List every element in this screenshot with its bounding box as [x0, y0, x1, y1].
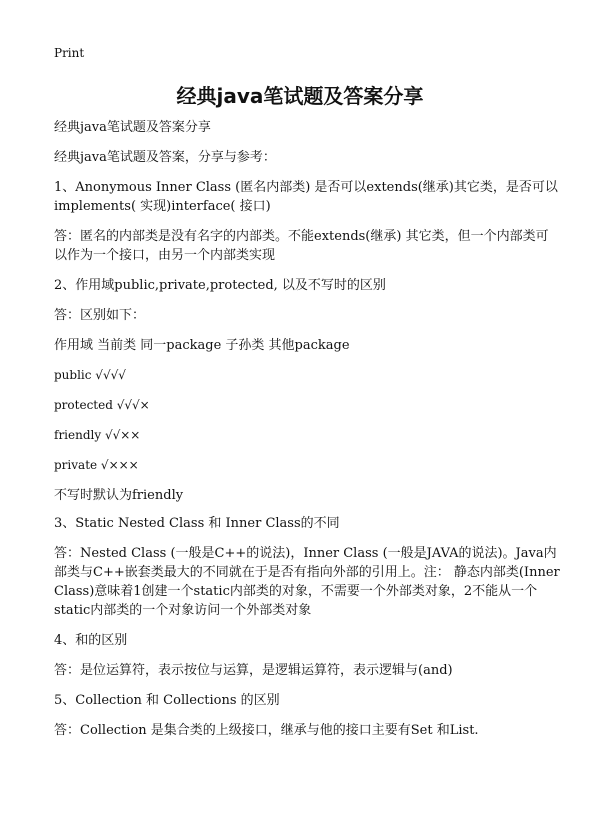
question-2: 2、作用域public,private,protected, 以及不写时的区别: [54, 278, 386, 293]
paragraph-intro-text: 经典java笔试题及答案，分享与参考：: [54, 150, 276, 165]
question-4: 4、和的区别: [54, 633, 128, 648]
scope-default-note: 不写时默认为friendly: [54, 488, 184, 503]
scope-row-private: private √×××: [54, 458, 139, 472]
paragraph-intro-title: 经典java笔试题及答案分享: [54, 120, 211, 135]
scope-row-friendly: friendly √√××: [54, 428, 141, 442]
scope-table-header: 作用域 当前类 同一package 子孙类 其他package: [54, 338, 350, 353]
answer-5: 答：Collection 是集合类的上级接口，继承与他的接口主要有Set 和List.: [54, 723, 479, 738]
document-body: [54, 118, 560, 751]
print-header: Print: [54, 46, 85, 60]
question-1: 1、Anonymous Inner Class (匿名内部类) 是否可以extends(继承)其它类，是否可以implements( 实现)interface( 接口): [54, 180, 558, 214]
document-title: 经典java笔试题及答案分享: [176, 84, 424, 108]
answer-2-intro: 答：区别如下：: [54, 308, 146, 323]
question-5: 5、Collection 和 Collections 的区别: [54, 693, 280, 708]
scope-row-public: public √√√√: [54, 368, 126, 382]
scope-row-protected: protected √√√×: [54, 398, 150, 412]
question-3: 3、Static Nested Class 和 Inner Class的不同: [54, 516, 340, 531]
answer-4: 答：是位运算符，表示按位与运算，是逻辑运算符，表示逻辑与(and): [54, 663, 453, 678]
answer-3: 答：Nested Class (一般是C++的说法)，Inner Class (一般是JAVA的说法)。Java内部类与C++嵌套类最大的不同就在于是否有指向外部的引用上。注： 静态内部类(Inner Class)意味着1创建一个static内部类的对象，不需要一个外部类对象，2不能从一个static内部类的一个对象访问一个外部类对象: [54, 546, 560, 618]
answer-1: 答：匿名的内部类是没有名字的内部类。不能extends(继承) 其它类，但一个内部类可以作为一个接口，由另一个内部类实现: [54, 229, 549, 263]
